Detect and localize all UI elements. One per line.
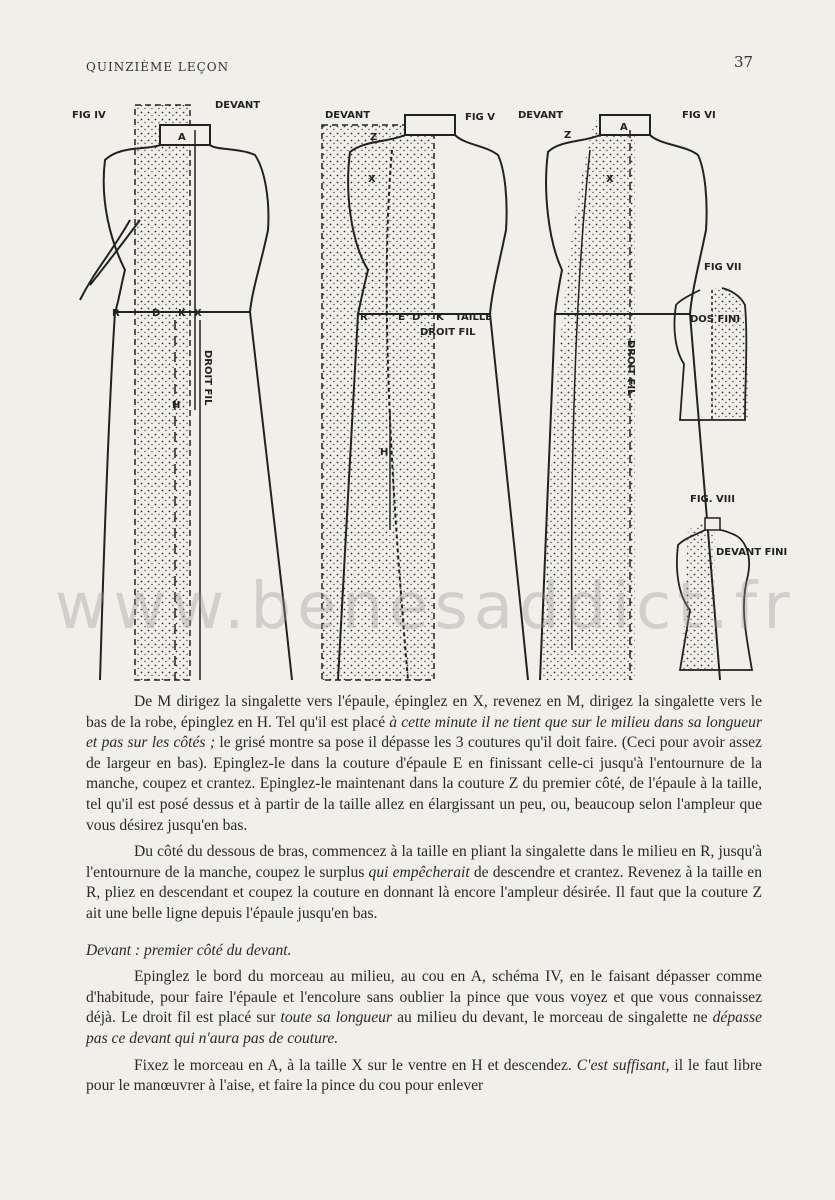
fig6-label-x: X xyxy=(606,174,614,185)
fig5-label-r: R xyxy=(360,312,368,323)
fig5-label-d: D xyxy=(412,312,421,323)
fig4-title: FIG IV xyxy=(72,110,106,121)
fig5-label-k: K xyxy=(436,312,444,323)
paragraph-1: De M dirigez la singalette vers l'épaule, épinglez en X, revenez en M, dirigez la singalette vers le bas de la robe, épinglez en H. Tel qu'il est placé à cette minute il ne tient que sur le milieu dans sa longueur et pas sur les côtés ; le grisé montre sa pose il dépasse les 3 coutures qu'il doit faire. (Ceci pour avoir assez de largeur en bas). Epinglez-le dans la couture d'épaule E en finissant celle-ci jusqu'à l'entournure de la manche, coupez et crantez. Epinglez-le maintenant dans la couture Z du premier côté, de l'épaule à la taille, tel qu'il est posé dessus et à partir de la taille allez en élargissant un peu, ou, beaucoup selon l'ampleur que vous désirez jusqu'en bas. xyxy=(86,693,763,834)
fig8-label: DEVANT FINI xyxy=(716,547,788,558)
fig6-side: DEVANT xyxy=(518,110,564,121)
fig4-label-h: H xyxy=(172,400,181,411)
watermark: www.benesaddict.fr xyxy=(55,570,796,644)
body-text xyxy=(86,692,762,1097)
fig4-label-k: K xyxy=(178,308,186,319)
fig4-side: DEVANT xyxy=(215,100,261,111)
fig8-title: FIG. VIII xyxy=(690,494,735,505)
fig5-label-z: Z xyxy=(370,132,378,143)
fig4-label-d: D xyxy=(152,308,161,319)
fig6-droit-fil: DROIT FIL xyxy=(625,340,636,396)
paragraph-2: Du côté du dessous de bras, commencez à la taille en pliant la singalette dans le milieu en R, jusqu'à l'entournure de la manche, coupez le surplus qui empêcherait de descendre et crantez. Revenez à la taille en R, pliez en descendant et coupez la couture en donnant là encore l'ampleur désirée. Il faut que la couture Z ait une belle ligne depuis l'épaule jusqu'en bas. xyxy=(86,843,762,922)
paragraph-3: Epinglez le bord du morceau au milieu, au cou en A, schéma IV, en le faisant dépasser comme d'habitude, pour faire l'épaule et l'encolure sans oublier la pince que vous voyez et que vous connaissez déjà. Le droit fil est placé sur toute sa longueur au milieu du devant, le morceau de singalette ne dépasse pas ce devant qui n'aura pas de couture. xyxy=(86,968,762,1047)
fig5-label-h: H xyxy=(380,447,389,458)
fig5-label-x: X xyxy=(368,174,376,185)
figure-7 xyxy=(674,262,750,420)
fig6-label-a: A xyxy=(620,122,628,133)
fig4-label-x: X xyxy=(194,308,202,319)
fig4-label-r: R xyxy=(112,308,120,319)
fig6-label-z: Z xyxy=(564,130,572,141)
fig4-droit-fil: DROIT FIL xyxy=(202,350,213,406)
subheading: Devant : premier côté du devant. xyxy=(86,941,292,959)
fig5-label-e: E xyxy=(398,312,405,323)
fig5-side: DEVANT xyxy=(325,110,371,121)
fig5-droit-fil: DROIT FIL xyxy=(420,327,476,338)
page-number: 37 xyxy=(734,53,754,71)
fig7-label: DOS FINI xyxy=(690,314,741,325)
paragraph-4: Fixez le morceau en A, à la taille X sur le ventre en H et descendez. C'est suffisant, il le faut libre pour le manœuvrer à l'aise, et faire la pince du cou pour enlever xyxy=(86,1056,762,1095)
fig5-title: FIG V xyxy=(465,112,495,123)
fig5-taille: TAILLE xyxy=(455,312,493,323)
running-header: QUINZIÈME LEÇON xyxy=(86,60,230,74)
fig4-label-a: A xyxy=(178,132,186,143)
fig6-title: FIG VI xyxy=(682,110,716,121)
fig7-title: FIG VII xyxy=(704,262,742,273)
